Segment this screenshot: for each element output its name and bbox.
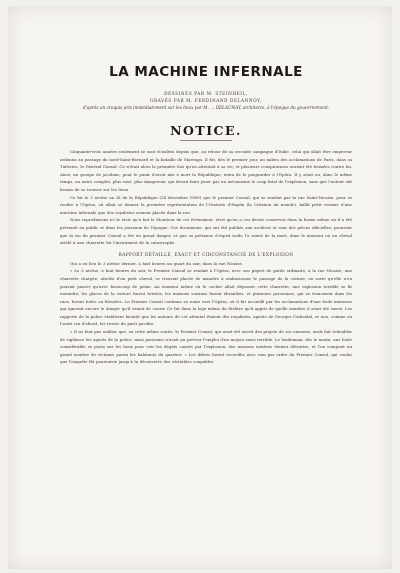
body-paragraph: Cinquante-trois années seulement se sont écoulées depuis que, au retour de sa seconde campagne d'Italie, celui qui allait être empereur ordonna au passage du nord-Saint-Bernard et la bataille de Marengo. Il fut, dès le premier jour, au milieu des acclamations de Paris, dans sa Tuileries, le Général Consul. Ce n'était alors la première fois qu'on attentait à sa vie; et plusieurs conspirations avaient été formées contre lui. Ainsi, un groupe de jacobins, pour le punir d'avoir mis à mort la République, tenta de le poignarder à l'Opéra. Il y avait eu, dans le même temps, un autre complot, plus rusé, plus dangereux, qui devait faire jouer par un mécanisme le coup fatal de l'explosion, sans que l'auteur eût besoin de se trouver sur les lieux.	[60, 149, 352, 192]
document-page	[60, 64, 352, 366]
body-paragraph: Ce fut le 3 nivôse an IX de la République (24 décembre 1800) que le premier Consul, qui se rendait par la rue Saint-Nicaise, pour se rendre à l'Opéra, où allait se donner la première représentation de l'Oratorio d'Haydn (la Création du monde), faillit périr victime d'une machine infernale que des royalistes avaient placée dans la rue.	[60, 194, 352, 215]
report-paragraph: « Il ne faut pas oublier que, en cette même soirée, le Premier Consul, qui avait été averti des projets de ses ennemis, avait fait redoubler de vigilance les agents de la police; mais personne n'avait pu prévoir l'emploi d'un moyen aussi terrible. Le lendemain, dès le matin, une foule considérable se porta sur les lieux pour voir les dégâts causés par l'explosion; des maisons entières étaient détruites, et l'on comptait un grand nombre de victimes parmi les habitants du quartier. » Les débris furent recueillis avec soin par ordre du Premier Consul, qui voulut que l'enquête fût poursuivie jusqu'à la découverte des véritables coupables.	[60, 329, 352, 365]
report-paragraph: Qui a eu lieu le 3 nivôse dernier, à huit heures un quart du soir, dans la rue Nicaise.	[70, 260, 244, 266]
notice-heading: NOTICE.	[170, 123, 242, 138]
report-paragraph: « Le 3 nivôse, à huit heures du soir, le Premier Consul se rendait à l'Opéra, avec son piquet de garde ordinaire, à la rue Nicaise; une charrette chargée, attelée d'un petit cheval, se trouvait placée de manière à embarrasser le passage de la voiture, en sorte qu'elle n'en pouvait passer qu'avec beaucoup de peine. Au moment même où le cocher allait dépasser cette charrette, une explosion terrible se fit entendre; les glaces de la voiture furent brisées, les maisons voisines furent ébranlées, et plusieurs personnes, qui se trouvaient dans les rues, furent tuées ou blessées. Le Premier Consul continua sa route vers l'Opéra, où il fut accueilli par les acclamations d'une foule immense qui ignorait encore le danger qu'il venait de courir. Ce fut dans la loge même du théâtre qu'il apprit de quelle manière il avait été sauvé. Les rapports de la police établirent bientôt que les auteurs de cet attentat étaient des royalistes, agents de Georges Cadoudal, et non, comme on l'avait cru d'abord, les restes du parti jacobin.	[60, 268, 352, 327]
heading-rule	[180, 140, 232, 141]
body-paragraph: Nous reproduisons ici le récit qu'a fait le Moniteur de cet événement, récit qu'on a cru devoir conserver dans la forme même où il a été présenté au public et dans les journaux de l'époque. Ces documents, qui ont été publiés aux archives et sont des pièces officielles, prouvent que la vie du premier Consul a été en grand danger, et que sa présence d'esprit seule l'a sauvé de la mort, dans le moment où un cheval attelé à une charrette fut l'instrument de la catastrophe.	[60, 217, 352, 246]
report-subheading: RAPPORT DÉTAILLÉ, EXACT ET CIRCONSTANCIÉ DE L'EXPLOSION	[118, 252, 294, 258]
page-sheet	[8, 6, 392, 569]
credit-line-source: d'après un croquis pris immédiatement sur les lieux par M. … DELAUNAY, architecte, à l'époque du gouvernement.	[82, 105, 330, 110]
credits-block	[60, 90, 352, 111]
credit-line-drawn-by: DESSINÉS PAR M. STEINHEIL,	[164, 91, 248, 96]
document-title: LA MACHINE INFERNALE	[109, 64, 303, 80]
credit-line-engraved-by: GRAVÉS PAR M. FERDINAND DELANNOY,	[150, 98, 262, 103]
